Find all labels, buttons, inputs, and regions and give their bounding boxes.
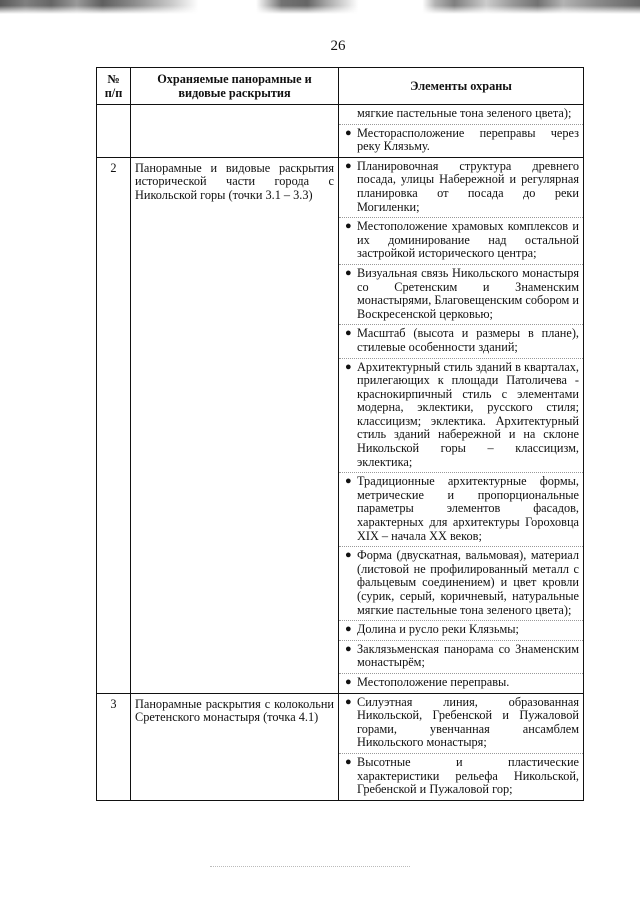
list-item-text: Местоположение переправы.: [357, 674, 510, 689]
row-elements: [339, 105, 584, 158]
list-item: [339, 694, 583, 754]
list-item: [339, 473, 583, 547]
header-num: № п/п: [97, 68, 131, 105]
bullet-icon: ●: [345, 695, 352, 708]
scan-edge-artifact: [0, 0, 640, 14]
bullet-icon: ●: [345, 755, 352, 768]
row-number: 2: [97, 157, 131, 693]
bullet-icon: ●: [345, 549, 352, 562]
list-item: [339, 265, 583, 325]
list-item-text: Местоположение храмовых комплексов и их доминирование над остальной застройкой исторического центра;: [357, 219, 579, 261]
footer-scan-mark: [210, 866, 410, 869]
list-item: [339, 105, 583, 125]
bullet-icon: ●: [345, 642, 352, 655]
bullet-icon: ●: [345, 266, 352, 279]
list-item-text: Силуэтная линия, образованная Никольской, Гребенской и Пужаловой горами, увенчанная ансамблем Никольского монастыря;: [357, 694, 579, 750]
list-item: [339, 325, 583, 358]
elements-list: [339, 158, 583, 693]
list-item-text: Масштаб (высота и размеры в плане), стилевые особенности зданий;: [357, 326, 579, 354]
row-number: [97, 105, 131, 158]
bullet-icon: ●: [345, 327, 352, 340]
bullet-icon: ●: [345, 126, 352, 139]
list-item-text: Форма (двускатная, вальмовая), материал (листовой не профилированный металл с фальцевым соединением) и цвет кровли (сурик, серый, коричневый, натуральные мягкие пастельные тона зеленого цвета);: [357, 548, 579, 617]
list-item: [339, 218, 583, 265]
list-item: [339, 359, 583, 474]
bullet-icon: ●: [345, 360, 352, 373]
bullet-icon: ●: [345, 159, 352, 172]
elements-list: [339, 105, 583, 157]
row-elements: [339, 693, 584, 800]
table-row: [97, 105, 584, 158]
list-item-text: Долина и русло реки Клязьмы;: [357, 622, 519, 637]
list-item-text: Архитектурный стиль зданий в кварталах, прилегающих к площади Патоличева - краснокирпичный стиль с элементами модерна, эклектики, русского стиля; классицизм; эклектика. Архитектурный стиль зданий набережной и на склоне Никольской горы – классицизм, эклектика;: [357, 359, 579, 469]
row-number: 3: [97, 693, 131, 800]
table-row: [97, 157, 584, 693]
list-item-text: Заклязьменская панорама со Знаменским монастырём;: [357, 641, 579, 670]
list-item: [339, 158, 583, 218]
table-row: [97, 693, 584, 800]
bullet-icon: ●: [345, 675, 352, 688]
list-item: [339, 641, 583, 674]
header-elements: Элементы охраны: [339, 68, 584, 105]
table-header-row: [97, 68, 584, 105]
bullet-icon: ●: [345, 623, 352, 636]
bullet-icon: ●: [345, 475, 352, 488]
row-views: Панорамные и видовые раскрытия исторической части города с Никольской горы (точки 3.1 – 3.3): [131, 157, 339, 693]
row-elements: [339, 157, 584, 693]
list-item: [339, 674, 583, 693]
list-item-text: Традиционные архитектурные формы, метрические и пропорциональные параметры элементов фасадов, характерных для архитектуры Гороховца XIX – начала XX веков;: [357, 474, 579, 543]
header-views: Охраняемые панорамные и видовые раскрытия: [131, 68, 339, 105]
page-number: 26: [330, 38, 346, 54]
list-item-text: мягкие пастельные тона зеленого цвета);: [357, 106, 572, 120]
bullet-icon: ●: [345, 220, 352, 233]
list-item-text: Высотные и пластические характеристики рельефа Никольской, Гребенской и Пужаловой гор;: [357, 754, 579, 797]
list-item: [339, 754, 583, 800]
table-body: [97, 105, 584, 801]
list-item: [339, 547, 583, 621]
list-item: [339, 125, 583, 157]
list-item-text: Месторасположение переправы через реку Клязьму.: [357, 125, 579, 154]
list-item: [339, 621, 583, 641]
list-item-text: Планировочная структура древнего посада, улицы Набережной и регулярная планировка от посада до реки Могиленки;: [357, 158, 579, 214]
elements-list: [339, 694, 583, 800]
row-views: Панорамные раскрытия с колокольни Сретенского монастыря (точка 4.1): [131, 693, 339, 800]
protection-elements-table: [96, 67, 584, 801]
row-views: [131, 105, 339, 158]
list-item-text: Визуальная связь Никольского монастыря со Сретенским и Знаменским монастырями, Благовещенским собором и Воскресенской церковью;: [357, 265, 579, 321]
